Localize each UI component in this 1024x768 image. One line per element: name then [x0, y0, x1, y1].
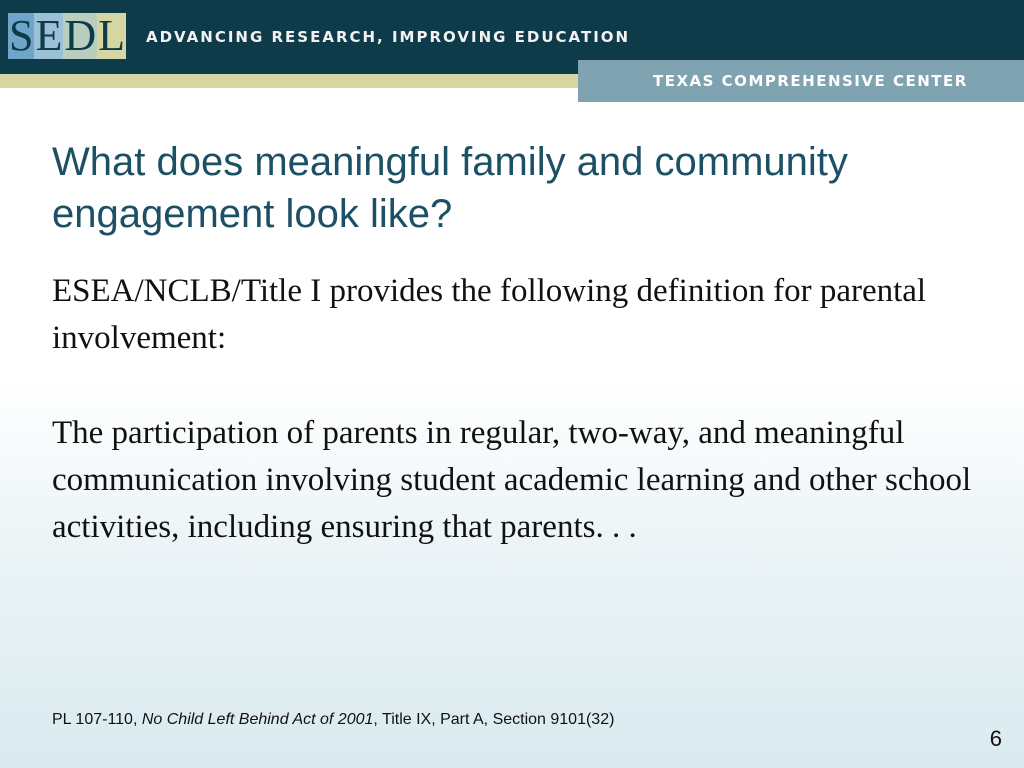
sedl-logo: [8, 12, 126, 60]
logo-letter-l: L: [98, 11, 126, 60]
slide-title: What does meaningful family and community engagement look like?: [52, 140, 848, 236]
header-accent-stripe: [0, 74, 578, 88]
citation-prefix: PL 107-110,: [52, 711, 142, 728]
slide-number: 6: [989, 726, 1002, 751]
header-tagline: ADVANCING RESEARCH, IMPROVING EDUCATION: [146, 28, 631, 46]
definition-intro: ESEA/NCLB/Title I provides the following definition for parental involvement:: [52, 273, 927, 356]
center-name: TEXAS COMPREHENSIVE CENTER: [653, 72, 968, 90]
citation: [52, 711, 614, 729]
citation-suffix: , Title IX, Part A, Section 9101(32): [373, 711, 615, 728]
logo-letter-d: D: [64, 11, 97, 60]
logo-letter-e: E: [35, 11, 63, 60]
definition-quote: The participation of parents in regular, two-way, and meaningful communication involving student academic learning and other school activities, including ensuring that parents. . .: [52, 415, 972, 545]
logo-letter-s: S: [9, 11, 34, 60]
citation-act-title: No Child Left Behind Act of 2001: [141, 711, 374, 728]
